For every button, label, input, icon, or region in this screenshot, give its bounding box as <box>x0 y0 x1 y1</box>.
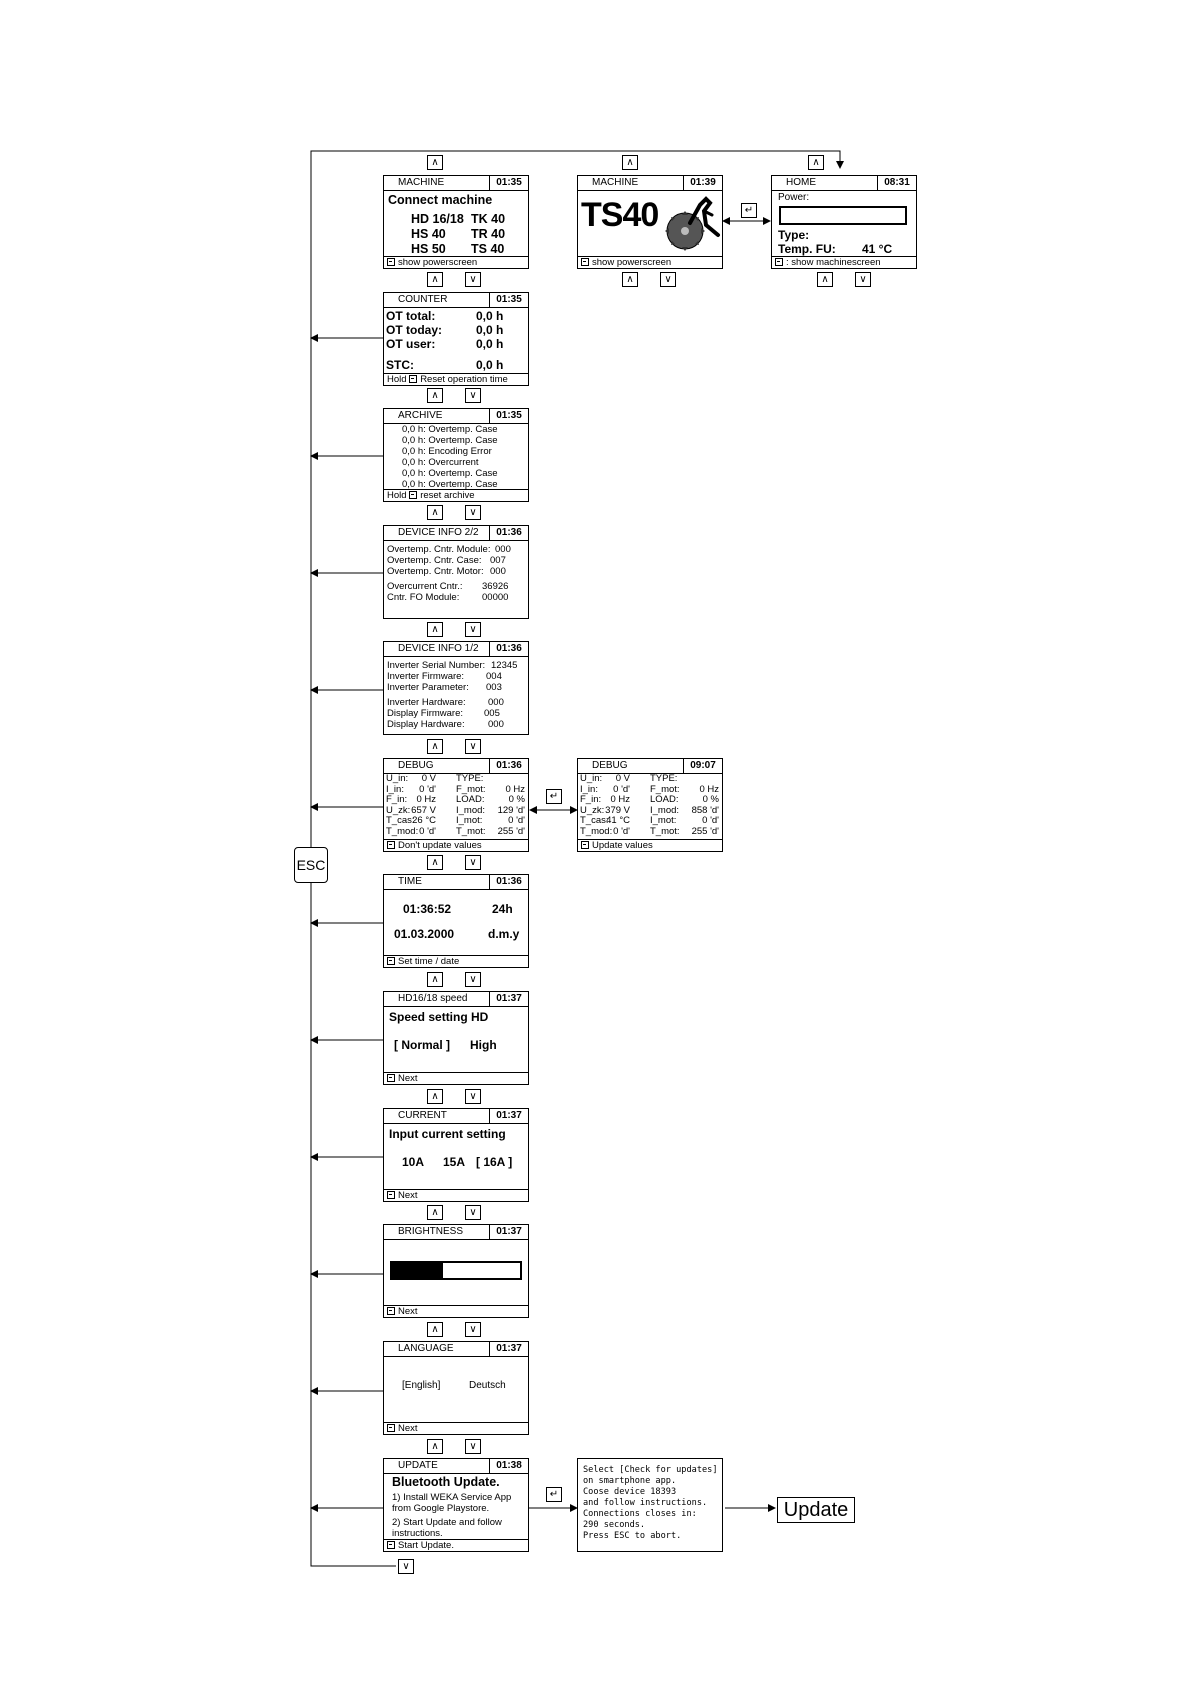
info-line: Connections closes in: <box>583 1509 697 1519</box>
chevron-up-icon: ∧ <box>431 1324 439 1335</box>
chevron-down-icon: ∨ <box>469 741 477 752</box>
language-screen <box>383 1341 529 1435</box>
down-button[interactable] <box>465 622 481 637</box>
info-value: 000 <box>490 566 506 577</box>
info-value: 12345 <box>491 660 518 671</box>
chevron-up-icon: ∧ <box>431 157 439 168</box>
screen-clock: 01:38 <box>489 1459 528 1473</box>
debug-label: LOAD: <box>456 794 485 805</box>
up-button[interactable] <box>427 1322 443 1337</box>
screen-title: MACHINE <box>398 177 445 188</box>
chevron-down-icon: ∨ <box>469 1324 477 1335</box>
chevron-up-icon: ∧ <box>431 741 439 752</box>
info-line: and follow instructions. <box>583 1498 708 1508</box>
update-screen <box>383 1458 529 1552</box>
screen-title: DEBUG <box>592 760 628 771</box>
up-button[interactable] <box>427 388 443 403</box>
up-button[interactable] <box>427 972 443 987</box>
ot-total-value: 0,0 h <box>476 309 504 323</box>
enter-key-icon <box>387 1074 395 1082</box>
debug-value: 0 Hz <box>699 783 719 795</box>
screen-clock: 01:35 <box>489 409 528 423</box>
footer-text: Next <box>398 1306 418 1317</box>
clock-value[interactable]: 01:36:52 <box>403 902 452 916</box>
footer-text: Next <box>398 1073 418 1084</box>
chevron-down-icon: ∨ <box>469 1207 477 1218</box>
debug-value: 255 'd' <box>497 825 525 837</box>
info-label: Inverter Firmware: <box>387 671 465 682</box>
footer-text: show powerscreen <box>592 257 672 268</box>
screen-title: TIME <box>398 876 422 887</box>
screen-header <box>384 875 528 890</box>
current-heading: Input current setting <box>389 1127 506 1141</box>
enter-key-icon[interactable]: ↵ <box>741 203 757 218</box>
screen-title: CURRENT <box>398 1110 447 1121</box>
down-button[interactable] <box>465 1322 481 1337</box>
update-step-1: 1) Install WEKA Service App from Google Playstore. <box>392 1492 512 1514</box>
archive-entry: 0,0 h: Overtemp. Case <box>402 424 498 435</box>
language-option-deutsch[interactable]: Deutsch <box>469 1380 506 1391</box>
debug-label: I_mod: <box>456 804 486 816</box>
debug-value: 0 'd' <box>702 815 719 826</box>
debug-label: T_cas: <box>386 815 415 826</box>
up-button[interactable] <box>427 1205 443 1220</box>
screen-title: ARCHIVE <box>398 410 443 421</box>
screen-clock: 01:37 <box>489 1109 528 1123</box>
footer-text: show powerscreen <box>398 257 478 268</box>
info-value: 005 <box>484 708 500 719</box>
info-value: 000 <box>488 697 504 708</box>
temp-label: Temp. FU: <box>778 242 836 256</box>
debug-label: T_mod: <box>386 825 419 837</box>
down-button[interactable] <box>465 505 481 520</box>
up-button[interactable] <box>427 622 443 637</box>
debug-value: 0 'd' <box>508 815 525 826</box>
debug-label: LOAD: <box>650 794 679 805</box>
current-screen <box>383 1108 529 1202</box>
screen-footer <box>384 1539 528 1551</box>
debug-label: I_in: <box>580 783 598 795</box>
temp-value: 41 °C <box>862 242 893 256</box>
clock-format[interactable]: 24h <box>492 902 513 916</box>
chevron-up-icon: ∧ <box>431 390 439 401</box>
ot-today-label: OT today: <box>386 323 442 337</box>
screen-title: UPDATE <box>398 1460 438 1471</box>
screen-footer <box>384 489 528 501</box>
screen-footer <box>384 955 528 967</box>
debug-value: 0 'd' <box>419 825 436 837</box>
enter-key-icon[interactable]: ↵ <box>546 789 562 804</box>
footer-prefix: Hold <box>387 490 407 501</box>
model-hs40: HS 40 <box>411 227 446 241</box>
enter-key-icon <box>387 258 395 266</box>
chevron-up-icon: ∧ <box>812 157 820 168</box>
update-step-2: 2) Start Update and follow instructions. <box>392 1517 502 1539</box>
enter-key-icon <box>387 1541 395 1549</box>
up-button[interactable] <box>427 739 443 754</box>
chevron-down-icon: ∨ <box>469 1091 477 1102</box>
brightness-fill <box>392 1263 443 1278</box>
info-line: Select [Check for updates] <box>583 1465 718 1475</box>
debug-screen <box>383 758 529 852</box>
info-label: Inverter Hardware: <box>387 697 466 708</box>
update-info-lines <box>583 1465 718 1542</box>
screen-footer <box>384 839 528 851</box>
date-format[interactable]: d.m.y <box>488 927 520 941</box>
info-value: 00000 <box>482 592 509 603</box>
screen-title: DEVICE INFO 1/2 <box>398 643 479 654</box>
info-label: Overtemp. Cntr. Motor: <box>387 566 484 577</box>
debug-label: I_mod: <box>650 804 680 816</box>
chevron-down-icon: ∨ <box>469 857 477 868</box>
debug-value: 0 V <box>615 773 630 784</box>
screen-header <box>578 176 722 191</box>
language-option-english[interactable]: [English] <box>402 1380 441 1391</box>
screen-clock: 01:36 <box>489 759 528 773</box>
debug-label: TYPE: <box>456 773 484 784</box>
down-button[interactable] <box>855 272 871 287</box>
model-hs50: HS 50 <box>411 242 446 256</box>
footer-text: Update values <box>592 840 653 851</box>
enter-key-icon <box>409 491 417 499</box>
speed-option-normal[interactable]: [ Normal ] <box>394 1038 451 1052</box>
debug-label: T_mot: <box>456 825 486 837</box>
archive-entry: 0,0 h: Encoding Error <box>402 446 492 457</box>
type-label: Type: <box>778 228 810 242</box>
chevron-up-icon: ∧ <box>821 274 829 285</box>
screen-title: BRIGHTNESS <box>398 1226 464 1237</box>
screen-header <box>384 409 528 424</box>
chevron-down-icon: ∨ <box>402 1561 410 1572</box>
enter-key-icon <box>387 957 395 965</box>
enter-key-icon <box>581 258 589 266</box>
screen-footer <box>384 1189 528 1201</box>
screen-title: COUNTER <box>398 294 448 305</box>
model-hd1618: HD 16/18 <box>411 212 464 226</box>
info-line: on smartphone app. <box>583 1476 677 1486</box>
stc-value: 0,0 h <box>476 358 504 372</box>
enter-key-icon <box>387 1424 395 1432</box>
info-label: Display Firmware: <box>387 708 464 719</box>
screen-clock: 01:37 <box>489 992 528 1006</box>
screen-header <box>384 176 528 191</box>
screen-footer <box>384 256 528 268</box>
power-label: Power: <box>778 192 810 203</box>
archive-entry: 0,0 h: Overtemp. Case <box>402 479 498 490</box>
enter-key-icon <box>387 1191 395 1199</box>
debug-label: T_cas: <box>580 815 609 826</box>
debug-value: 26 °C <box>412 815 436 826</box>
screen-clock: 01:35 <box>489 176 528 190</box>
footer-text: reset archive <box>420 490 475 501</box>
model-tk40: TK 40 <box>471 212 506 226</box>
screen-clock: 01:36 <box>489 526 528 540</box>
chevron-down-icon: ∨ <box>469 274 477 285</box>
saw-icon <box>660 193 722 255</box>
screen-footer <box>384 1072 528 1084</box>
screen-footer <box>384 373 528 385</box>
up-button[interactable] <box>622 155 638 170</box>
down-button[interactable] <box>660 272 676 287</box>
info-label: Display Hardware: <box>387 719 465 730</box>
debug-value: 0 'd' <box>613 825 630 837</box>
down-button[interactable] <box>465 739 481 754</box>
screen-clock: 09:07 <box>683 759 722 773</box>
debug-screen-updating <box>577 758 723 852</box>
chevron-down-icon: ∨ <box>469 1441 477 1452</box>
enter-key-icon <box>775 258 783 266</box>
machine-logo-text: TS40 <box>581 196 659 234</box>
screen-header <box>384 1342 528 1357</box>
chevron-up-icon: ∧ <box>431 507 439 518</box>
debug-label: F_mot: <box>650 783 680 795</box>
up-button[interactable] <box>622 272 638 287</box>
screen-footer <box>384 1422 528 1434</box>
ot-user-value: 0,0 h <box>476 337 504 351</box>
footer-text: Start Update. <box>398 1540 454 1551</box>
down-button[interactable] <box>465 1439 481 1454</box>
chevron-up-icon: ∧ <box>626 274 634 285</box>
screen-header <box>772 176 916 191</box>
up-button[interactable] <box>427 155 443 170</box>
screen-title: DEBUG <box>398 760 434 771</box>
screen-clock: 08:31 <box>877 176 916 190</box>
home-screen <box>771 175 917 269</box>
enter-key-icon <box>387 841 395 849</box>
ot-today-value: 0,0 h <box>476 323 504 337</box>
date-value[interactable]: 01.03.2000 <box>394 927 455 941</box>
screen-title: MACHINE <box>592 177 639 188</box>
screen-clock: 01:39 <box>683 176 722 190</box>
chevron-down-icon: ∨ <box>469 974 477 985</box>
enter-key-icon <box>581 841 589 849</box>
info-line: Press ESC to abort. <box>583 1531 682 1541</box>
chevron-up-icon: ∧ <box>431 624 439 635</box>
debug-label: U_zk: <box>386 804 411 816</box>
info-value: 000 <box>495 544 511 555</box>
screen-footer <box>384 1305 528 1317</box>
screen-title: LANGUAGE <box>398 1343 454 1354</box>
debug-label: U_zk: <box>580 804 605 816</box>
brightness-slider[interactable] <box>390 1261 522 1280</box>
archive-entry: 0,0 h: Overcurrent <box>402 457 479 468</box>
chevron-down-icon: ∨ <box>859 274 867 285</box>
debug-label: T_mod: <box>580 825 613 837</box>
update-box[interactable]: Update <box>777 1497 855 1523</box>
footer-text: Reset operation time <box>420 374 508 385</box>
archive-entry: 0,0 h: Overtemp. Case <box>402 468 498 479</box>
model-ts40: TS 40 <box>471 242 505 256</box>
info-label: Overtemp. Cntr. Module: <box>387 544 491 555</box>
chevron-down-icon: ∨ <box>664 274 672 285</box>
info-value: 007 <box>490 555 506 566</box>
screen-header <box>384 526 528 541</box>
debug-value: 0 V <box>421 773 436 784</box>
debug-value: 0 'd' <box>613 783 630 795</box>
screen-header <box>384 1225 528 1240</box>
up-button[interactable] <box>427 272 443 287</box>
screen-header <box>384 759 528 774</box>
down-button[interactable] <box>465 272 481 287</box>
info-line: Coose device 18393 <box>583 1487 677 1497</box>
update-heading: Bluetooth Update. <box>392 1475 500 1489</box>
enter-key-icon <box>387 1307 395 1315</box>
debug-value: 255 'd' <box>691 825 719 837</box>
enter-key-icon <box>409 375 417 383</box>
screen-clock: 01:35 <box>489 293 528 307</box>
footer-text: Next <box>398 1423 418 1434</box>
chevron-down-icon: ∨ <box>469 624 477 635</box>
debug-value: 0 % <box>508 794 525 805</box>
debug-value: 0 Hz <box>610 794 630 805</box>
info-value: 004 <box>486 671 502 682</box>
screen-title: DEVICE INFO 2/2 <box>398 527 479 538</box>
debug-label: I_mot: <box>650 815 677 826</box>
chevron-up-icon: ∧ <box>431 974 439 985</box>
debug-value: 0 'd' <box>419 783 436 795</box>
down-button[interactable] <box>465 1205 481 1220</box>
chevron-up-icon: ∧ <box>431 1207 439 1218</box>
down-button[interactable] <box>465 1089 481 1104</box>
archive-entry: 0,0 h: Overtemp. Case <box>402 435 498 446</box>
current-option-15a[interactable]: 15A <box>443 1155 466 1169</box>
current-option-16a[interactable]: [ 16A ] <box>476 1155 513 1169</box>
screen-footer <box>578 839 722 851</box>
down-button[interactable] <box>465 855 481 870</box>
archive-screen <box>383 408 529 502</box>
footer-prefix: Hold <box>387 374 407 385</box>
current-option-10a[interactable]: 10A <box>402 1155 425 1169</box>
model-tr40: TR 40 <box>471 227 506 241</box>
debug-label: F_in: <box>580 794 602 805</box>
screen-title: HOME <box>786 177 816 188</box>
screen-header <box>384 642 528 657</box>
screen-header <box>384 293 528 308</box>
esc-button[interactable]: ESC <box>294 847 328 883</box>
footer-text: Set time / date <box>398 956 460 967</box>
screen-header <box>384 1109 528 1124</box>
debug-label: I_mot: <box>456 815 483 826</box>
counter-screen <box>383 292 529 386</box>
machine-connect-screen <box>383 175 529 269</box>
speed-option-high[interactable]: High <box>470 1038 497 1052</box>
power-bar <box>779 206 907 225</box>
footer-text: : show machinescreen <box>786 257 881 268</box>
info-label: Overtemp. Cntr. Case: <box>387 555 482 566</box>
debug-label: F_in: <box>386 794 408 805</box>
time-screen <box>383 874 529 968</box>
debug-value: 657 V <box>411 804 436 816</box>
footer-text: Don't update values <box>398 840 482 851</box>
speed-screen <box>383 991 529 1085</box>
debug-label: I_in: <box>386 783 404 795</box>
info-label: Overcurrent Cntr.: <box>387 581 463 592</box>
ot-total-label: OT total: <box>386 309 436 323</box>
screen-clock: 01:37 <box>489 1342 528 1356</box>
info-label: Inverter Parameter: <box>387 682 469 693</box>
up-button[interactable] <box>808 155 824 170</box>
up-button[interactable] <box>817 272 833 287</box>
debug-label: T_mot: <box>650 825 680 837</box>
info-label: Inverter Serial Number: <box>387 660 486 671</box>
screen-title: HD16/18 speed <box>398 993 468 1004</box>
info-value: 003 <box>486 682 502 693</box>
machine-ts40-screen <box>577 175 723 269</box>
up-button[interactable] <box>427 505 443 520</box>
speed-heading: Speed setting HD <box>389 1010 489 1024</box>
screen-clock: 01:37 <box>489 1225 528 1239</box>
connect-heading: Connect machine <box>388 193 493 207</box>
chevron-up-icon: ∧ <box>626 157 634 168</box>
debug-label: U_in: <box>580 773 603 784</box>
up-button[interactable] <box>427 855 443 870</box>
debug-label: TYPE: <box>650 773 678 784</box>
device-info-2-screen <box>383 525 529 619</box>
info-value: 000 <box>488 719 504 730</box>
debug-value: 129 'd' <box>497 804 525 816</box>
down-button[interactable] <box>398 1559 414 1574</box>
chevron-up-icon: ∧ <box>431 1091 439 1102</box>
chevron-up-icon: ∧ <box>431 1441 439 1452</box>
info-label: Cntr. FO Module: <box>387 592 460 603</box>
up-button[interactable] <box>427 1439 443 1454</box>
chevron-up-icon: ∧ <box>431 857 439 868</box>
stc-label: STC: <box>386 358 414 372</box>
ot-user-label: OT user: <box>386 337 436 351</box>
chevron-down-icon: ∨ <box>469 390 477 401</box>
screen-footer <box>772 256 916 268</box>
up-button[interactable] <box>427 1089 443 1104</box>
debug-value: 379 V <box>605 804 630 816</box>
screen-header <box>384 992 528 1007</box>
device-info-1-screen <box>383 641 529 735</box>
footer-text: Next <box>398 1190 418 1201</box>
screen-clock: 01:36 <box>489 875 528 889</box>
info-line: 290 seconds. <box>583 1520 646 1530</box>
debug-value: 0 Hz <box>505 783 525 795</box>
debug-label: F_mot: <box>456 783 486 795</box>
debug-value: 41 °C <box>606 815 630 826</box>
info-value: 36926 <box>482 581 509 592</box>
down-button[interactable] <box>465 388 481 403</box>
screen-header <box>578 759 722 774</box>
screen-clock: 01:36 <box>489 642 528 656</box>
down-button[interactable] <box>465 972 481 987</box>
chevron-up-icon: ∧ <box>431 274 439 285</box>
screen-header <box>384 1459 528 1474</box>
screen-footer <box>578 256 722 268</box>
chevron-down-icon: ∨ <box>469 507 477 518</box>
debug-value: 0 Hz <box>416 794 436 805</box>
debug-value: 858 'd' <box>691 804 719 816</box>
enter-key-icon[interactable]: ↵ <box>546 1487 562 1502</box>
update-info-screen <box>577 1458 723 1552</box>
brightness-screen <box>383 1224 529 1318</box>
debug-label: U_in: <box>386 773 409 784</box>
debug-value: 0 % <box>702 794 719 805</box>
